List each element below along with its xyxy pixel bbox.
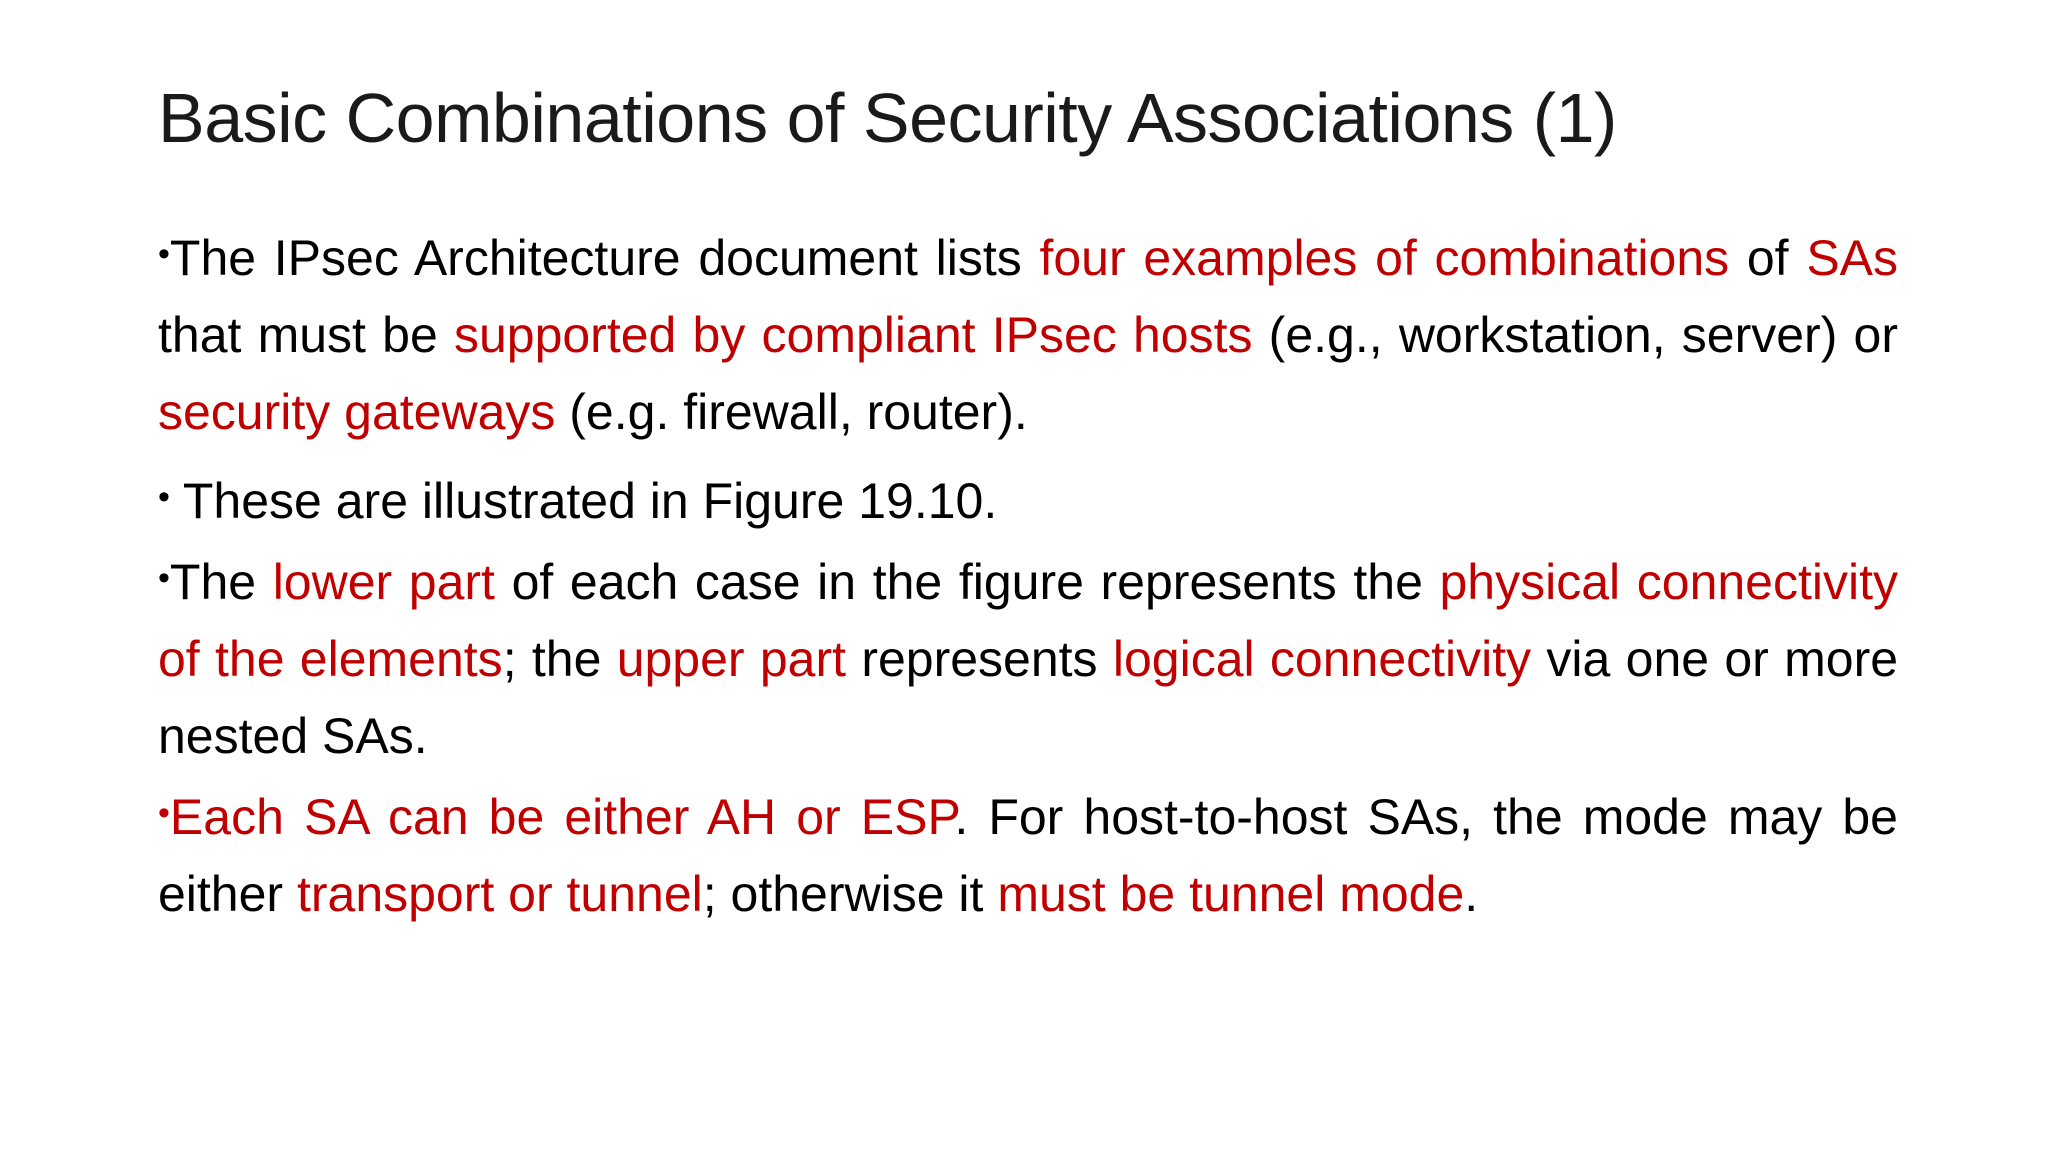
highlighted-text: logical connectivity — [1112, 631, 1532, 687]
highlighted-text: four examples of combinations — [1039, 230, 1730, 286]
highlighted-text: lower part — [272, 554, 495, 610]
body-text: (e.g. firewall, router). — [555, 384, 1028, 440]
body-text: that must be — [158, 307, 454, 363]
body-text: of each case in the figure represents the — [494, 554, 1440, 610]
body-text: (e.g., workstation, server) or — [1252, 307, 1898, 363]
body-text: ; the — [502, 631, 617, 687]
bullet-marker: • — [158, 559, 170, 597]
highlighted-text: SAs — [1806, 230, 1899, 286]
body-text: . — [1464, 866, 1479, 922]
body-text: represents — [846, 631, 1113, 687]
slide-title: Basic Combinations of Security Associations (1) — [158, 79, 1617, 157]
highlighted-text: upper part — [616, 631, 847, 687]
body-text: ; otherwise it — [702, 866, 998, 922]
highlighted-text: supported by compliant IPsec hosts — [453, 307, 1253, 363]
body-text: These are illustrated in Figure 19.10. — [169, 473, 998, 529]
highlighted-text: Each SA can be either AH or ESP — [169, 789, 955, 845]
highlighted-text: transport or tunnel — [296, 866, 703, 922]
bullet-paragraph — [158, 540, 1898, 775]
bullet-paragraph — [158, 216, 1898, 451]
bullet-paragraph — [158, 459, 1898, 540]
highlighted-text: security gateways — [158, 384, 556, 440]
bullet-paragraph — [158, 775, 1898, 933]
highlighted-text: physical connectivity of the elements — [158, 554, 1898, 687]
body-text: The — [169, 554, 273, 610]
body-text: of — [1729, 230, 1807, 286]
body-text: via one or more nested SAs. — [158, 631, 1899, 764]
body-text: . For host-to-host SAs, the mode may be either — [158, 789, 1898, 922]
highlighted-text: must be tunnel mode — [997, 866, 1465, 922]
bullet-marker: • — [158, 794, 170, 832]
bullet-marker: • — [158, 478, 170, 516]
body-text: The IPsec Architecture document lists — [169, 230, 1040, 286]
slide-body — [158, 216, 1898, 933]
bullet-marker: • — [158, 235, 170, 273]
